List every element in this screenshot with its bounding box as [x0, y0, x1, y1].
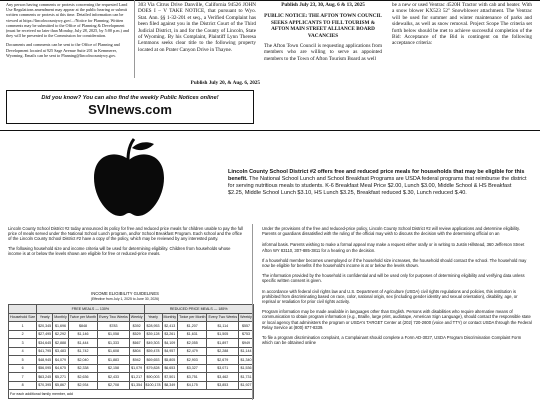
table-cell: $1,444	[68, 339, 97, 348]
table-cell: $2,288	[207, 347, 239, 356]
lunch-left-p2: The following household size and income criteria will be used for determining eligibility. Children from households whose income is at or below the levels shown are eligible for free or reduced-price meals.	[8, 245, 231, 256]
table-row	[9, 322, 254, 331]
table-cell: $1,146	[68, 330, 97, 339]
income-table-title: INCOME ELIGIBILITY GUIDELINES	[91, 291, 159, 296]
table-cell: 5	[9, 356, 37, 365]
table-cell: $20,345	[37, 322, 53, 331]
table-cell: $557	[239, 322, 254, 331]
table-cell: $1,696	[53, 322, 69, 331]
table-corner	[9, 305, 37, 314]
table-cell: $5,805	[162, 356, 178, 365]
table-cell: $27,495	[37, 330, 53, 339]
table-cell: $5,867	[53, 381, 69, 390]
table-header-cell: Monthly	[53, 313, 69, 322]
lunch-right-p6: Program information may be made available in languages other than English. Persons with disabilities who require alternative means of communication to obtain program information (e.g., Braille, large print, audiotape, American Sign Language), should contact the responsible state or local agency that administers the program or USDA's TARGET Center at (202) 720-2600 (voice and TTY) or contact USDA through the Federal Relay Service at (800) 877-8339.	[262, 309, 532, 330]
notice-column-4	[392, 2, 532, 98]
table-cell: $1,079	[129, 364, 144, 373]
table-cell: $4,109	[162, 339, 178, 348]
table-cell: $2,292	[53, 330, 69, 339]
notice-1-body: Any person having comments or protests concerning the requested Land Use Regulations amendment may appear at the public hearing or submit written comments or protests at this time. Detailed information can be viewed at https://lincolncountywy.gov/.../Notice for Planning. Written comments may be submitted to the Office of Planning & Development (must be received no later than Monday, July 28, 2025, by 5:00 p.m.) and they will be presented to the Commission for consideration.	[6, 2, 130, 39]
notice-2-body: 303 Via Citrus Drive Danville, California 94526 JOHN DOES I – V TAKE NOTICE, that pursuant to Wyo. Stat. Ann. §§ 1-32-201 et seq., a Verified Complaint has been filed against you in the District Court of the Third Judicial District, in and for the County of Lincoln, State of Wyoming. By his Complaint, Plaintiff Lynn Theresa Lemmons seeks clear title to the following property located at on Prater Canyon Drive in Thayne.	[138, 2, 256, 53]
table-header-cell: Yearly	[37, 313, 53, 322]
table-cell: $4,079	[53, 356, 69, 365]
table-cell: $2,040	[68, 356, 97, 365]
table-cell: $1,144	[239, 347, 254, 356]
lunch-headline-bold: Lincoln County School District #2 offers free and reduced price meals for households that may be eligible for this benefit.	[228, 169, 525, 182]
lunch-right-p7: To file a program discrimination complaint, a Complainant should complete a Form AD-3027, USDA Program Discrimination Complaint Form which can be obtained online	[262, 335, 522, 346]
table-cell: $41,795	[37, 347, 53, 356]
table-cell: $1,883	[98, 356, 130, 365]
table-cell: $1,217	[129, 373, 144, 382]
table-cell: $3,261	[162, 330, 178, 339]
table-cell: $783	[98, 322, 130, 331]
table-header-cell: Weekly	[239, 313, 254, 322]
table-cell: $79,828	[144, 364, 162, 373]
apple-illustration	[88, 136, 170, 218]
lunch-headline-rest: The National School Lunch and School Breakfast Programs are USDA federal programs that reimburse the district for serving nutritious meals to students. K-6 Breakfast Meal Price $2.00, Lunch $3.00, Middle School & HS Breakfast $2.25, Middle School Lunch $3.10, HS Lunch $3.25, Breakfast reduced $.30, Lunch reduced $.40.	[228, 176, 527, 196]
table-cell: $1,354	[129, 381, 144, 390]
column-divider	[134, 0, 135, 78]
table-cell: $3,462	[207, 373, 239, 382]
notice-1-publish: Publish July 20, & Aug. 6, 2025	[190, 80, 260, 86]
table-row	[9, 373, 254, 382]
lunch-column-divider	[252, 224, 253, 400]
lunch-right-p2: informal basis. Parents wishing to make a formal appeal may make a request either orally or in writing to Justin Hillstead, 360 Jefferson Street Afton WY 83110, 307-885-3811 for a hearing on the decision.	[262, 242, 525, 253]
table-cell: $6,653	[162, 364, 178, 373]
notice-3-body: The Afton Town Council is requesting applications from members who are willing to serve as appointed members to the Town of Afton Tourism Board as well	[264, 43, 382, 62]
table-cell: 6	[9, 364, 37, 373]
notice-3-publish: Publish July 23, 30, Aug. 6 & 13, 2025	[281, 2, 365, 8]
table-cell: $2,888	[53, 339, 69, 348]
table-header-cell: Twice per Month	[178, 313, 207, 322]
table-cell: $1,731	[239, 373, 254, 382]
notice-4-body: be a new or used Ventrac 4520H Tractor with cab and heater. With a snow blower KX523 52" Snowblower attachment. The Ventrac will be used for summer and winter maintenance of parks and sidewalks, as well as snow removal. Project Scope The criteria set forth below should be met to achieve successful completion of the Bid: Acceptance of the Bid is contingent on the following acceptance criteria:	[392, 2, 532, 47]
table-header-cell: Yearly	[144, 313, 162, 322]
table-cell: $4,675	[53, 364, 69, 373]
table-cell: $3,327	[178, 364, 207, 373]
table-cell: $4,175	[178, 381, 207, 390]
table-cell: $1,608	[98, 347, 130, 356]
table-cell: $804	[129, 347, 144, 356]
table-cell: 2	[9, 330, 37, 339]
notice-3-title: PUBLIC NOTICE: THE AFTON TOWN COUNCIL SEEKS APPLICANTS TO FILL TOURISM & AFTON MAIN STREET ALLIANCE BOARD VACANCIES	[264, 13, 382, 39]
table-cell: $56,095	[37, 364, 53, 373]
income-table	[8, 304, 254, 399]
table-cell: $1,631	[178, 330, 207, 339]
table-header-cell: Twice per Month	[68, 313, 97, 322]
promo-box	[6, 90, 254, 124]
table-cell: $1,114	[207, 322, 239, 331]
table-cell: $1,536	[239, 364, 254, 373]
table-header-row	[9, 313, 254, 322]
notice-column-2	[138, 2, 256, 78]
table-cell: $2,679	[207, 356, 239, 365]
table-cell: $1,927	[239, 381, 254, 390]
table-header-cell: Every Two Weeks	[207, 313, 239, 322]
table-cell: $1,058	[98, 330, 130, 339]
table-cell: $1,207	[178, 322, 207, 331]
lunch-right-p1: Under the provisions of the free and reduced-price policy, Lincoln County School District #2 will review applications and determine eligibility. Parents or guardians dissatisfied with the ruling of the official may wish to discuss the decision with the determining official on an	[262, 226, 520, 237]
table-cell: $3,483	[53, 347, 69, 356]
table-cell: $949	[239, 339, 254, 348]
table-cell: $63,245	[37, 373, 53, 382]
top-border	[0, 0, 540, 1]
notice-column-1	[6, 2, 130, 88]
table-cell: $2,413	[162, 322, 178, 331]
table-header-cell: Monthly	[162, 313, 178, 322]
table-cell: $667	[129, 339, 144, 348]
table-cell: $2,708	[98, 381, 130, 390]
income-table-subtitle: (Effective from July 1, 2025 to June 30, 2026)	[90, 297, 160, 301]
section-divider	[0, 130, 540, 131]
table-cell: $90,003	[144, 373, 162, 382]
promo-site[interactable]: SVInews.com	[88, 102, 172, 117]
table-cell: $70,395	[37, 381, 53, 390]
table-cell: $59,478	[144, 347, 162, 356]
table-row	[9, 347, 254, 356]
table-cell: $5,271	[53, 373, 69, 382]
table-cell: 7	[9, 373, 37, 382]
table-header-cell: Every Two Weeks	[98, 313, 130, 322]
table-cell: $392	[129, 322, 144, 331]
apple-icon	[88, 136, 170, 218]
table-header-cell: Household Size	[9, 313, 37, 322]
table-cell: $100,178	[144, 381, 162, 390]
promo-question: Did you know? You can also find the weekly Public Notices online!	[41, 95, 219, 101]
table-cell: $2,636	[68, 373, 97, 382]
table-cell: $34,645	[37, 339, 53, 348]
table-cell: $2,338	[68, 364, 97, 373]
table-cell: $7,501	[162, 373, 178, 382]
table-cell: $48,945	[37, 356, 53, 365]
table-cell: $69,653	[144, 356, 162, 365]
table-row	[9, 339, 254, 348]
table-cell: $3,071	[207, 364, 239, 373]
table-cell: $2,934	[68, 381, 97, 390]
notice-column-3	[264, 2, 382, 98]
table-cell: $1,340	[239, 356, 254, 365]
table-cell: $848	[68, 322, 97, 331]
lunch-left-p1: Lincoln County School District #2 today announced its policy for free and reduced price meals for children unable to pay the full price of meals served under the National School Lunch program, and/or School Breakfast Program. Each school and the office of the Lincoln County School District #2 have a copy of the policy, which may be reviewed by any interested party.	[8, 226, 244, 242]
income-table-wrap	[8, 304, 252, 399]
notice-1-body-2: Documents and comments can be sent to the Office of Planning and Development located at 925 Sage Avenue Suite 201 in Kemmerer, Wyoming. Emails can be sent to Planning@lincolncountywy.gov.	[6, 42, 120, 58]
table-cell: $2,158	[98, 364, 130, 373]
table-cell: $3,853	[207, 381, 239, 390]
lunch-right-p4: The information provided by the household is confidential and will be used only for purposes of determining eligibility and verifying data unless specific written consent is given.	[262, 273, 525, 284]
table-note: For each additional family member, add	[9, 390, 254, 399]
table-cell: $3,751	[178, 373, 207, 382]
table-row	[9, 381, 254, 390]
table-cell: $28,953	[144, 322, 162, 331]
lunch-right-p5: In accordance with federal civil rights law and U.S. Department of Agriculture (USDA) civil rights regulations and policies, this institution is prohibited from discriminating based on race, color, national origin, sex (including gender identity and sexual orientation), disability, age, or reprisal or retaliation for prior civil rights activity.	[262, 288, 518, 305]
table-row	[9, 330, 254, 339]
lunch-headline	[228, 169, 528, 197]
table-cell: 3	[9, 339, 37, 348]
table-cell: $1,505	[207, 330, 239, 339]
table-cell: $1,333	[98, 339, 130, 348]
lunch-left-column	[8, 226, 244, 278]
table-cell: $753	[239, 330, 254, 339]
table-cell: $1,897	[207, 339, 239, 348]
table-cell: $1,742	[68, 347, 97, 356]
table-row	[9, 364, 254, 373]
table-group-free: FREE MEALS — 130%	[37, 305, 144, 314]
table-cell: $942	[129, 356, 144, 365]
table-cell: $2,479	[178, 347, 207, 356]
lunch-right-p3: If a household member becomes unemployed or if the household size increases, the household should contact the school. The household may now be eligible for benefits if the household's income is at or below the levels shown.	[262, 257, 527, 269]
table-cell: $49,303	[144, 339, 162, 348]
table-row	[9, 356, 254, 365]
table-cell: $2,903	[178, 356, 207, 365]
table-note-row	[9, 390, 254, 399]
table-cell: $529	[129, 330, 144, 339]
table-cell: 4	[9, 347, 37, 356]
table-cell: 8	[9, 381, 37, 390]
table-body	[9, 322, 254, 399]
table-cell: $4,957	[162, 347, 178, 356]
table-group-reduced: REDUCED PRICE MEALS — 185%	[144, 305, 253, 314]
table-cell: 1	[9, 322, 37, 331]
table-cell: $8,349	[162, 381, 178, 390]
table-cell: $39,128	[144, 330, 162, 339]
table-cell: $2,433	[98, 373, 130, 382]
table-cell: $2,055	[178, 339, 207, 348]
lunch-right-column	[262, 226, 532, 400]
table-header-cell: Weekly	[129, 313, 144, 322]
